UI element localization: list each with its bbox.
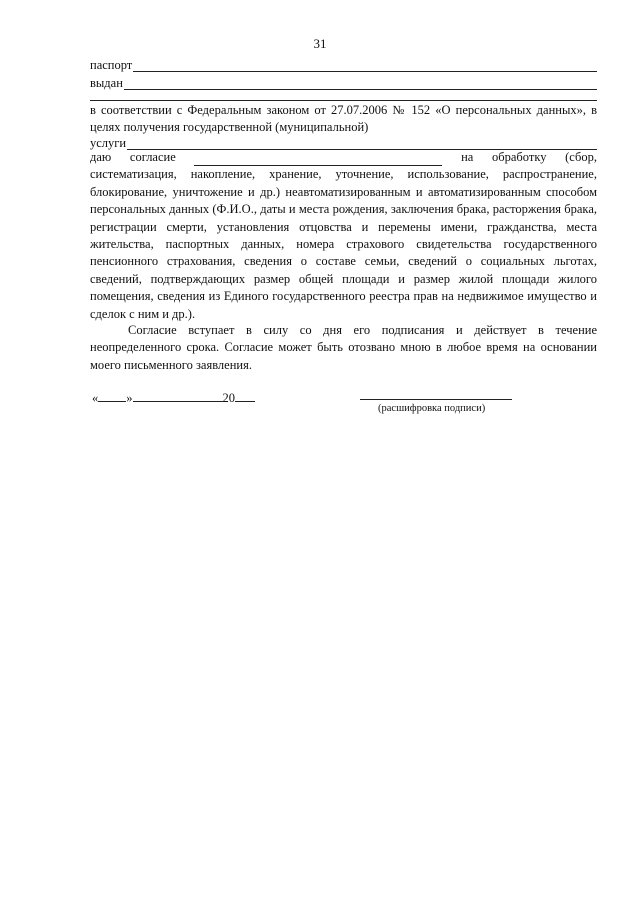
passport-label: паспорт (90, 58, 133, 72)
quote-open: « (92, 391, 99, 405)
consent-first-line (90, 149, 597, 166)
blank-rule[interactable] (90, 100, 597, 101)
signature-blank[interactable] (360, 399, 512, 400)
consent-text: систематизация, накопление, хранение, уточнение, использование, распространение, блокирование, уничтожение и др.) неавтоматизированным и автоматизированным способом персональных данных (Ф.И.О., даты и места рождения, заключения брака, расторжения брака, регистрации смерти, установления отцовства и перемены имени, гражданства, места жительства, паспортных данных, номера страхового свидетельства государственного пенсионного страхования, сведения о составе семьи, сведений о социальных льготах, сведений, подтверждающих размер общей площади и размер жилой площади жилого помещения, сведения из Единого государственного реестра прав на недвижимое имущество и сделок с ним и др.). (90, 167, 597, 321)
quote-close: » (126, 391, 133, 405)
passport-field[interactable] (90, 58, 597, 72)
issued-label: выдан (90, 76, 123, 90)
consent-paragraph (90, 149, 597, 323)
consent-word-4: обработку (492, 150, 547, 164)
month-blank[interactable] (133, 390, 223, 402)
signature-caption: (расшифровка подписи) (378, 403, 486, 414)
day-blank[interactable] (98, 390, 126, 402)
law-text: в соответствии с Федеральным законом от 27.07.2006 № 152 «О персональных данных», в целях получения государственной (муниципальной) (90, 103, 597, 135)
issued-field[interactable] (90, 76, 597, 90)
consent-blank[interactable] (194, 154, 442, 166)
validity-text: Согласие вступает в силу со дня его подписания и действует в течение неопределенного срока. Согласие может быть отозвано мною в любое время на основании моего письменного заявления. (90, 323, 597, 372)
consent-word-2: согласие (129, 150, 176, 164)
passport-blank[interactable] (133, 60, 597, 72)
date-line (92, 390, 255, 405)
service-label: услуги (90, 136, 127, 150)
issued-blank[interactable] (124, 78, 597, 90)
law-paragraph (90, 102, 597, 137)
page-number: 31 (313, 36, 327, 51)
consent-word-3: на (461, 150, 474, 164)
consent-word-5: (сбор, (565, 150, 597, 164)
service-field[interactable] (90, 136, 597, 150)
year-prefix: 20 (222, 391, 235, 405)
validity-paragraph (90, 322, 597, 374)
consent-word-1: даю (90, 150, 112, 164)
year-blank[interactable] (235, 390, 255, 402)
